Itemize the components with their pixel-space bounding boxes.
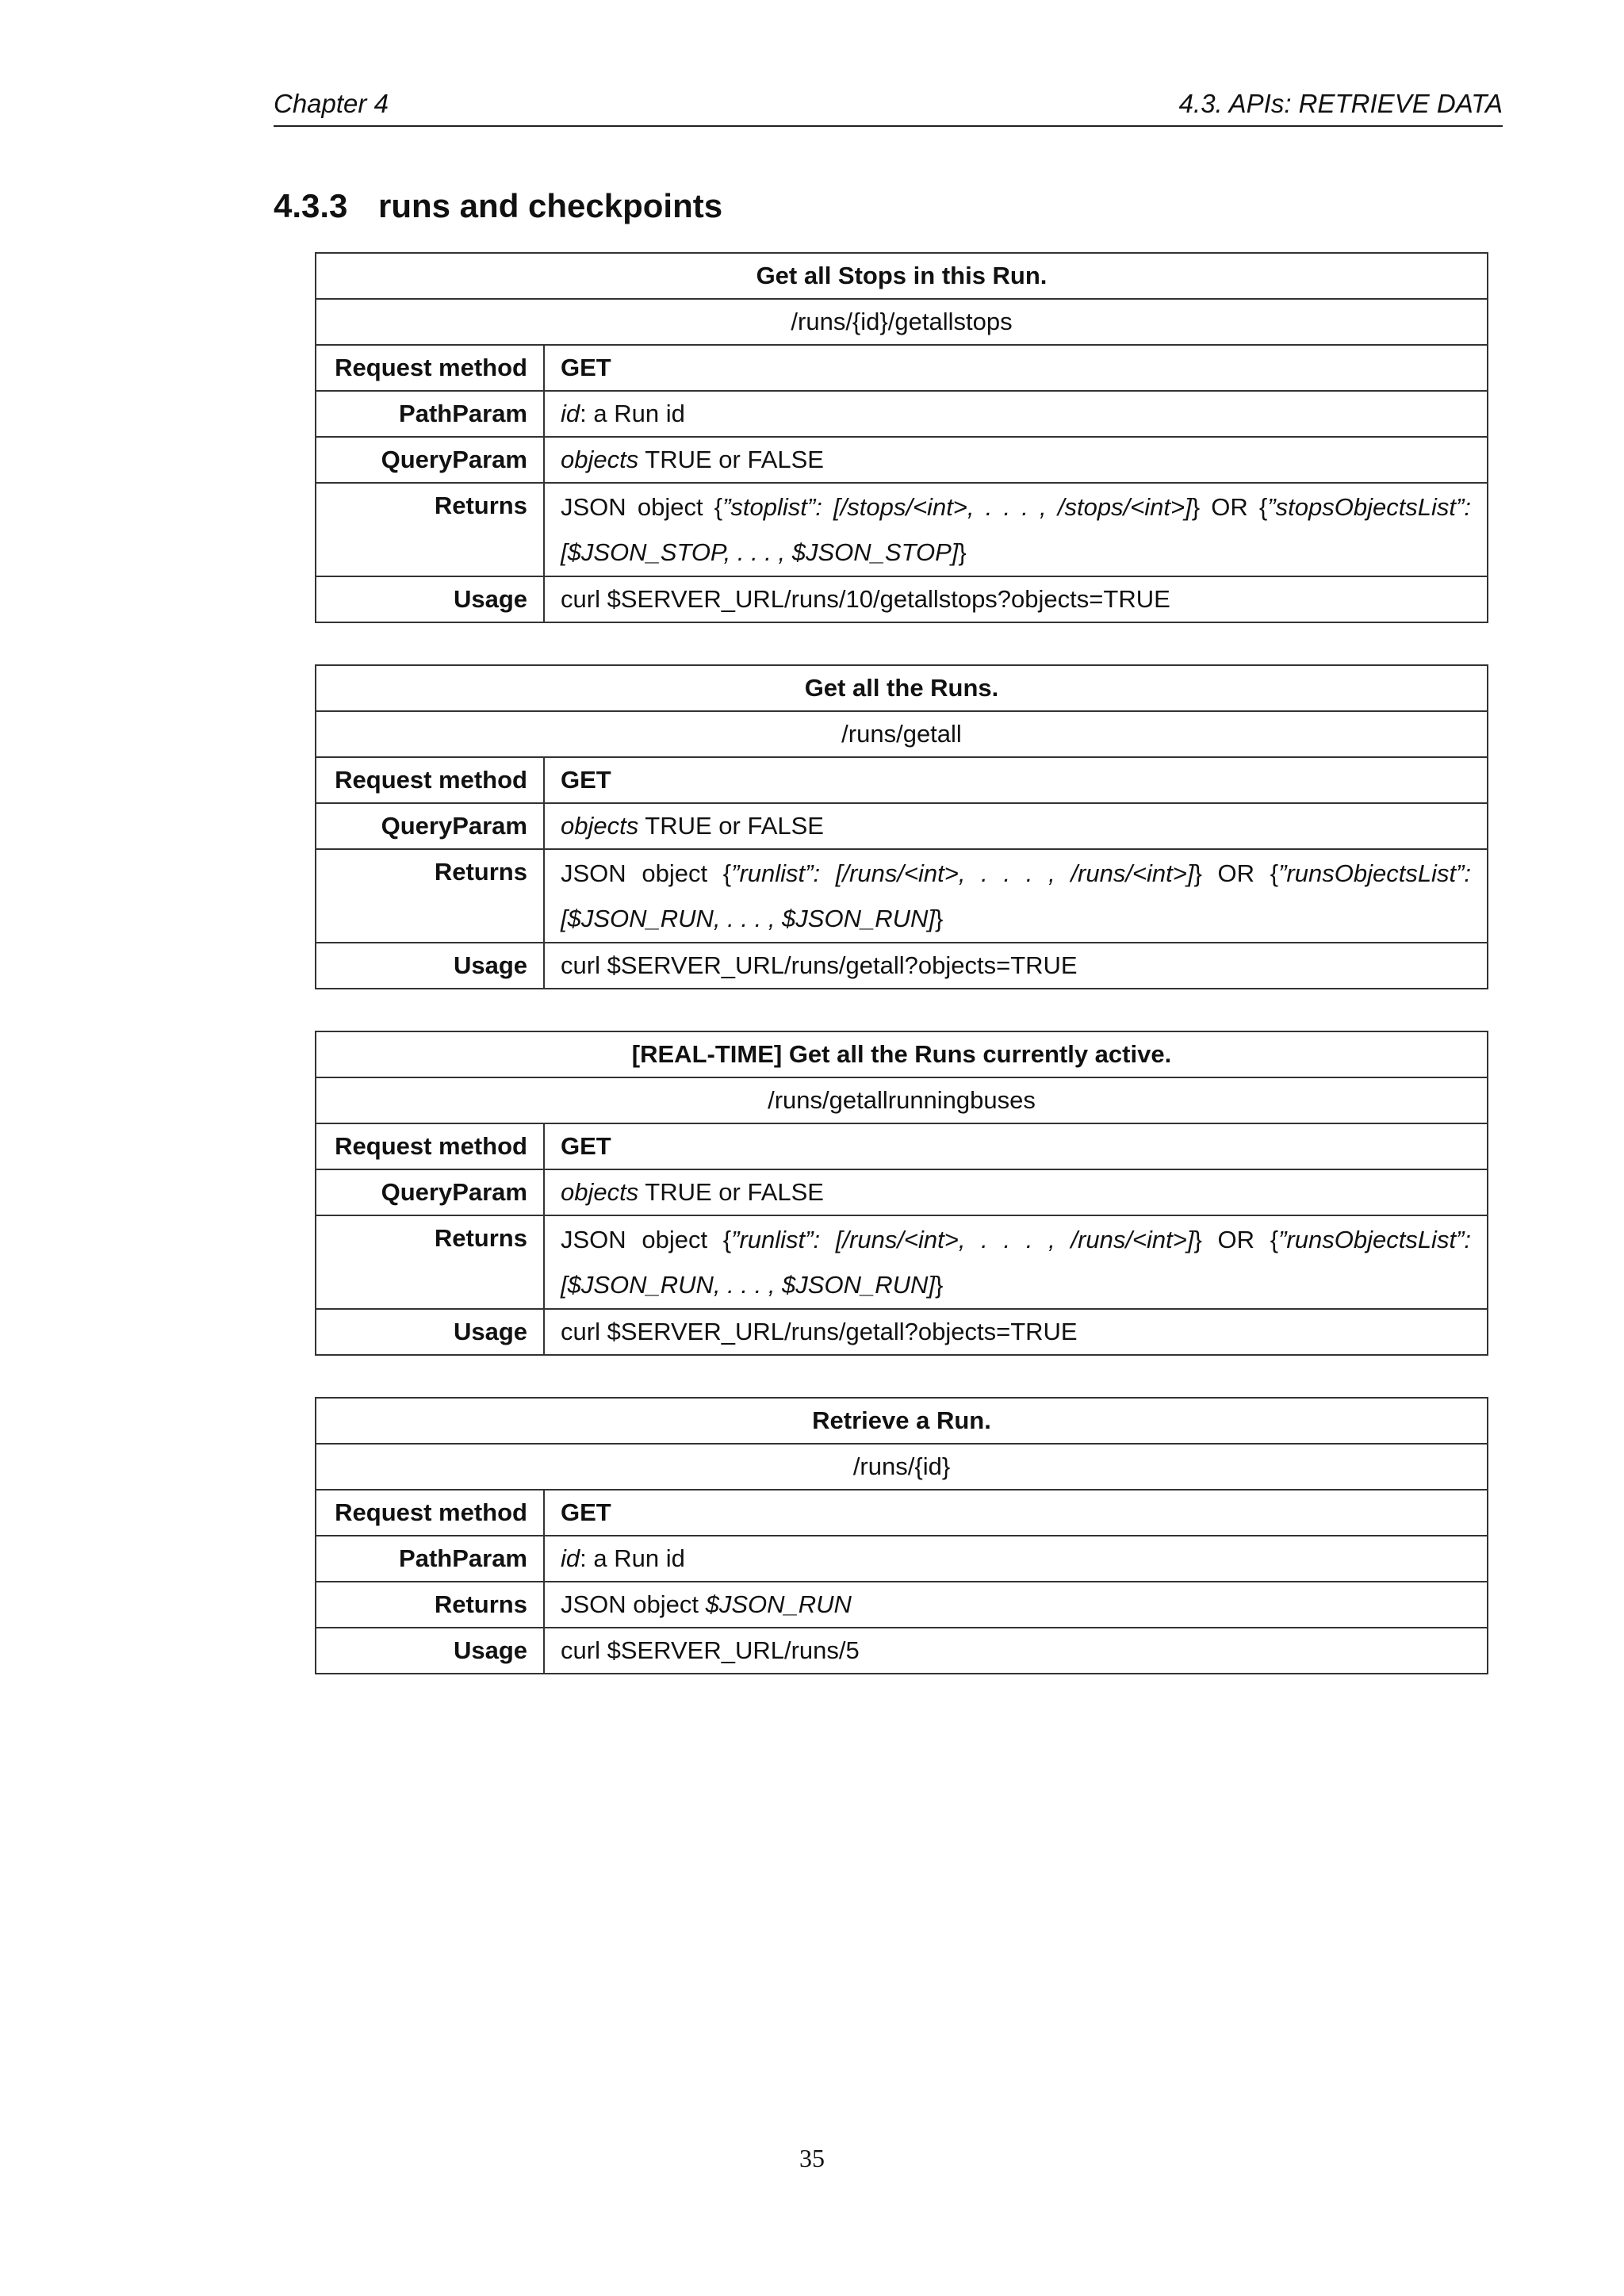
param-desc: : a Run id (580, 1544, 685, 1572)
returns-value (544, 849, 1488, 943)
returns-value (544, 1215, 1488, 1309)
request-method-value: GET (544, 1490, 1488, 1536)
returns-or: } OR { (1193, 859, 1279, 887)
request-method-label: Request method (316, 757, 544, 803)
table-title: Get all the Runs. (316, 665, 1488, 711)
section-number: 4.3.3 (274, 187, 348, 224)
query-param-value (544, 803, 1488, 849)
returns-objects-form: ”runsObjectsList”: [$JSON_RUN, . . . , $JSON_RUN] (561, 859, 1471, 932)
api-table-get-all-runs (315, 664, 1488, 989)
endpoint-path: /runs/{id} (316, 1444, 1488, 1490)
usage-value: curl $SERVER_URL/runs/5 (544, 1628, 1488, 1674)
returns-list-form: ”runlist”: [/runs/<int>, . . . , /runs/<int>] (731, 859, 1194, 887)
section-heading (274, 187, 722, 225)
returns-value (544, 1582, 1488, 1628)
page-number: 35 (799, 2144, 825, 2172)
usage-label: Usage (316, 1309, 544, 1355)
returns-label: Returns (316, 1215, 544, 1309)
query-param-value (544, 437, 1488, 483)
returns-suffix: } (935, 1271, 944, 1299)
usage-value: curl $SERVER_URL/runs/getall?objects=TRUE (544, 1309, 1488, 1355)
returns-object-form: $JSON_RUN (705, 1590, 852, 1618)
param-name: id (561, 1544, 580, 1572)
request-method-label: Request method (316, 1490, 544, 1536)
returns-objects-form: ”runsObjectsList”: [$JSON_RUN, . . . , $JSON_RUN] (561, 1226, 1471, 1299)
query-param-label: QueryParam (316, 803, 544, 849)
running-header (274, 86, 1503, 127)
request-method-value: GET (544, 757, 1488, 803)
query-param-label: QueryParam (316, 1169, 544, 1215)
returns-prefix: JSON object { (561, 493, 723, 521)
request-method-value: GET (544, 345, 1488, 391)
returns-label: Returns (316, 1582, 544, 1628)
table-title: Get all Stops in this Run. (316, 253, 1488, 299)
usage-value: curl $SERVER_URL/runs/getall?objects=TRUE (544, 943, 1488, 989)
returns-or: } OR { (1191, 493, 1268, 521)
request-method-label: Request method (316, 1123, 544, 1169)
returns-list-form: ”stoplist”: [/stops/<int>, . . . , /stops/<int>] (722, 493, 1192, 521)
returns-objects-form: ”stopsObjectsList”: [$JSON_STOP, . . . , $JSON_STOP] (561, 493, 1471, 566)
endpoint-path: /runs/{id}/getallstops (316, 299, 1488, 345)
path-param-label: PathParam (316, 391, 544, 437)
returns-label: Returns (316, 483, 544, 576)
usage-value: curl $SERVER_URL/runs/10/getallstops?objects=TRUE (544, 576, 1488, 622)
param-desc: TRUE or FALSE (638, 446, 824, 473)
table-title: [REAL-TIME] Get all the Runs currently active. (316, 1031, 1488, 1077)
table-title: Retrieve a Run. (316, 1398, 1488, 1444)
endpoint-path: /runs/getall (316, 711, 1488, 757)
param-name: objects (561, 812, 639, 840)
returns-or: } OR { (1193, 1226, 1279, 1253)
path-param-value (544, 391, 1488, 437)
param-name: objects (561, 446, 639, 473)
chapter-label: Chapter 4 (274, 89, 389, 118)
param-desc: TRUE or FALSE (638, 1178, 824, 1206)
query-param-label: QueryParam (316, 437, 544, 483)
path-param-label: PathParam (316, 1536, 544, 1582)
endpoint-path: /runs/getallrunningbuses (316, 1077, 1488, 1123)
section-title-text: runs and checkpoints (378, 187, 723, 224)
request-method-label: Request method (316, 345, 544, 391)
api-table-get-running-buses (315, 1031, 1488, 1356)
returns-list-form: ”runlist”: [/runs/<int>, . . . , /runs/<int>] (731, 1226, 1194, 1253)
param-desc: : a Run id (580, 400, 685, 427)
usage-label: Usage (316, 576, 544, 622)
api-table-get-all-stops (315, 252, 1488, 623)
returns-suffix: } (958, 538, 967, 566)
returns-prefix: JSON object (561, 1590, 706, 1618)
param-name: objects (561, 1178, 639, 1206)
returns-prefix: JSON object { (561, 859, 732, 887)
section-running-title: 4.3. APIs: RETRIEVE DATA (1178, 89, 1503, 118)
param-desc: TRUE or FALSE (638, 812, 824, 840)
api-table-retrieve-run (315, 1397, 1488, 1674)
param-name: id (561, 400, 580, 427)
returns-label: Returns (316, 849, 544, 943)
path-param-value (544, 1536, 1488, 1582)
usage-label: Usage (316, 943, 544, 989)
query-param-value (544, 1169, 1488, 1215)
returns-suffix: } (935, 905, 944, 932)
returns-prefix: JSON object { (561, 1226, 732, 1253)
usage-label: Usage (316, 1628, 544, 1674)
request-method-value: GET (544, 1123, 1488, 1169)
returns-value (544, 483, 1488, 576)
